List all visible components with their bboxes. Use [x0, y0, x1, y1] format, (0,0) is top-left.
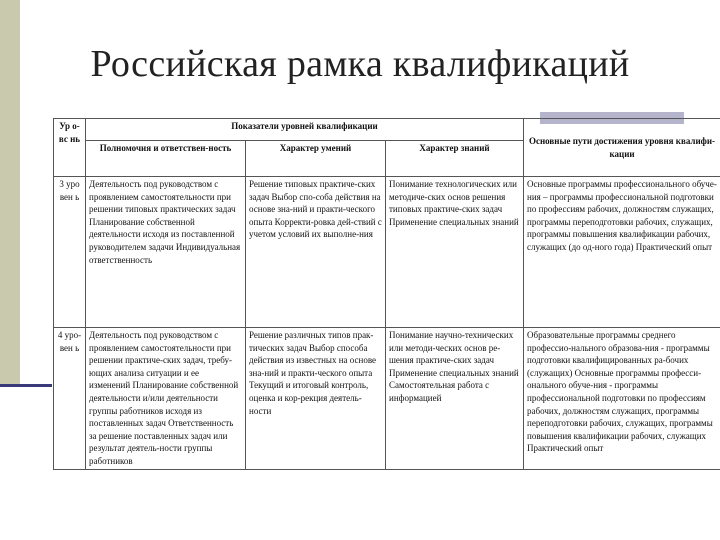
- paths-cell: Основные программы профессионального обуче-ния – программы профессиональной подготовки по профессиям рабочих, должностям служащих, программы переподготовки рабочих, служащих, программы повышения квалификации рабочих, служащих (до од-ного года) Практический опыт: [524, 177, 720, 328]
- authority-subheader: Полномочия и ответствен-ность: [86, 141, 246, 177]
- slide-title: Российская рамка квалификаций: [90, 43, 630, 85]
- level-cell: 4 уро-вен ь: [54, 328, 86, 470]
- paths-cell: Образовательные программы среднего профессио-нального образова-ния - программы подготовки квалифицированных ра-бочих (служащих) Основные программы професси-онального обуче-ния - программы профессиональной подготовки по профессиям рабочих, должностям служащих, программы переподготовки рабочих, служащих, программы повышения квалификации рабочих, служащих Практический опыт: [524, 328, 720, 470]
- level-column-header: Ур о-вс нь: [54, 119, 86, 177]
- indicators-header: Показатели уровней квалификации: [86, 119, 524, 141]
- table-row: [54, 328, 720, 470]
- level-cell: 3 уро вен ь: [54, 177, 86, 328]
- skills-subheader: Характер умений: [246, 141, 386, 177]
- skills-cell: Решение различных типов прак-тических задач Выбор способа действия из известных на основе зна-ний и практи-ческого опыта Текущий и итоговый контроль, оценка и кор-рекция деятель-ности: [246, 328, 386, 470]
- qualification-table: [53, 118, 720, 470]
- paths-header: Основные пути достижения уровня квалифи-кации: [524, 119, 720, 177]
- skills-cell: Решение типовых практиче-ских задач Выбор спо-соба действия на основе зна-ний и практи-ческого опыта Корректи-ровка дей-ствий с учетом условий их выполне-ния: [246, 177, 386, 328]
- knowledge-cell: Понимание технологических или методиче-ских основ решения типовых практиче-ских задач Применение специальных знаний: [386, 177, 524, 328]
- authority-cell: Деятельность под руководством с проявлением самостоятельности при решении типовых практических задач Планирование собственной деятельности исходя из поставленной руководителем задачи Индивидуальная ответственность: [86, 177, 246, 328]
- table-row: [54, 177, 720, 328]
- decorative-accent-line: [0, 384, 52, 387]
- knowledge-cell: Понимание научно-технических или методи-ческих основ ре-шения практиче-ских задач Применение специальных знаний Самостоятельная работа с информацией: [386, 328, 524, 470]
- knowledge-subheader: Характер знаний: [386, 141, 524, 177]
- authority-cell: Деятельность под руководством с проявлением самостоятельности при решении практиче-ских задач, требу-ющих анализа ситуации и ее изменений Планирование собственной деятельности и/или деятельности группы работников исходя из поставленных задач Ответственность за решение поставленных задач или результат деятель-ности группы работников: [86, 328, 246, 470]
